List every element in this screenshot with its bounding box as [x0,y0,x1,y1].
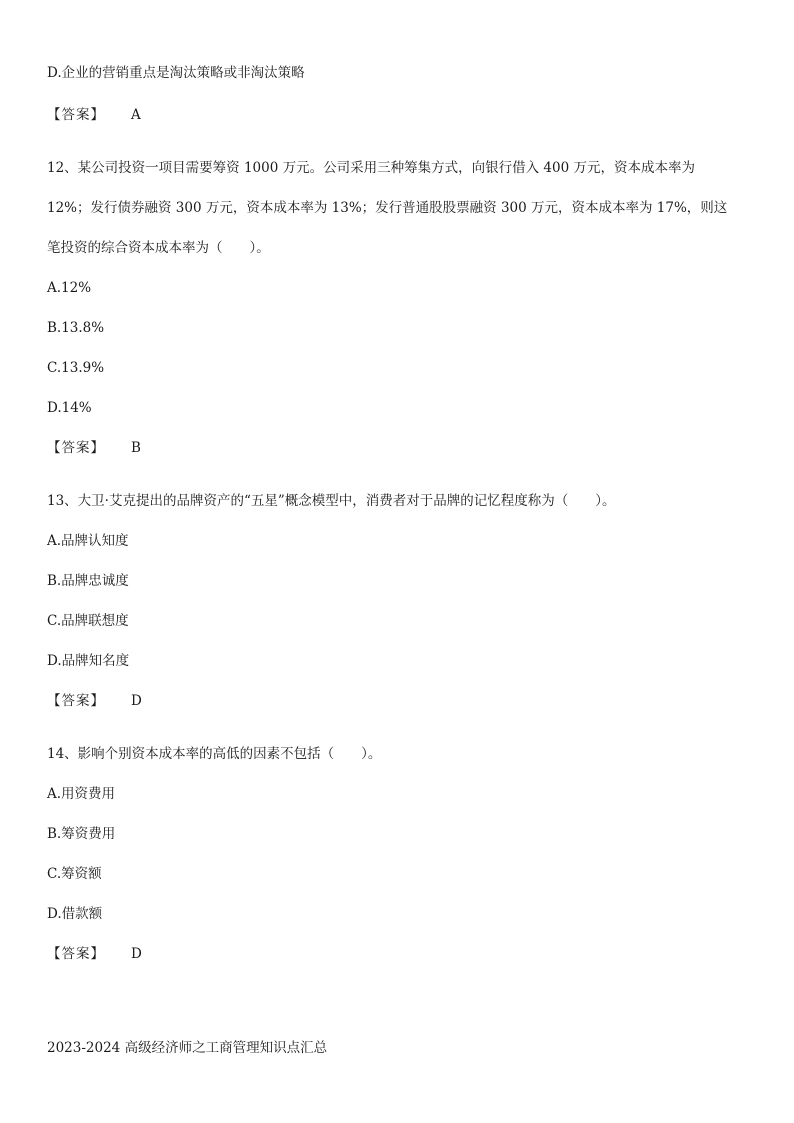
q14-stem-line1: 14、影响个别资本成本率的高低的因素不包括（ ）。 [47,746,382,762]
q14-option-d: D.借款额 [47,906,103,922]
q12-option-a: A.12% [47,280,92,296]
answer-value: B [131,440,141,456]
q12-option-d: D.14% [47,400,92,416]
q13-stem-line1: 13、大卫·艾克提出的品牌资产的“五星”概念模型中，消费者对于品牌的记忆程度称为（ ）。 [47,493,616,509]
q13-option-d: D.品牌知名度 [47,653,130,669]
page-footer: 2023-2024 高级经济师之工商管理知识点汇总 [47,1040,328,1056]
q12-stem-line2: 12%；发行债券融资 300 万元，资本成本率为 13%；发行普通股股票融资 300 万元，资本成本率为 17%，则这 [47,200,728,216]
q12-stem-line1: 12、某公司投资一项目需要筹资 1000 万元。公司采用三种筹集方式，向银行借入 400 万元，资本成本率为 [47,160,695,176]
q14-option-b: B.筹资费用 [47,826,116,842]
q14-option-a: A.用资费用 [47,786,116,802]
q13-answer [47,691,142,711]
answer-label: 【答案】 [47,440,105,456]
q13-option-c: C.品牌联想度 [47,613,129,629]
answer-label: 【答案】 [47,946,105,962]
answer-value: D [131,693,142,709]
q12-stem-line3: 笔投资的综合资本成本率为（ ）。 [47,240,270,256]
prev-answer [47,105,141,125]
q12-option-b: B.13.8% [47,320,105,336]
q12-option-c: C.13.9% [47,360,105,376]
q14-answer [47,944,142,964]
q13-option-b: B.品牌忠诚度 [47,573,129,589]
q14-option-c: C.筹资额 [47,866,102,882]
answer-value: A [131,107,141,123]
q13-option-a: A.品牌认知度 [47,533,129,549]
answer-label: 【答案】 [47,107,105,123]
answer-value: D [131,946,142,962]
q12-answer [47,438,141,458]
prev-option-d: D.企业的营销重点是淘汰策略或非淘汰策略 [47,65,305,81]
answer-label: 【答案】 [47,693,105,709]
